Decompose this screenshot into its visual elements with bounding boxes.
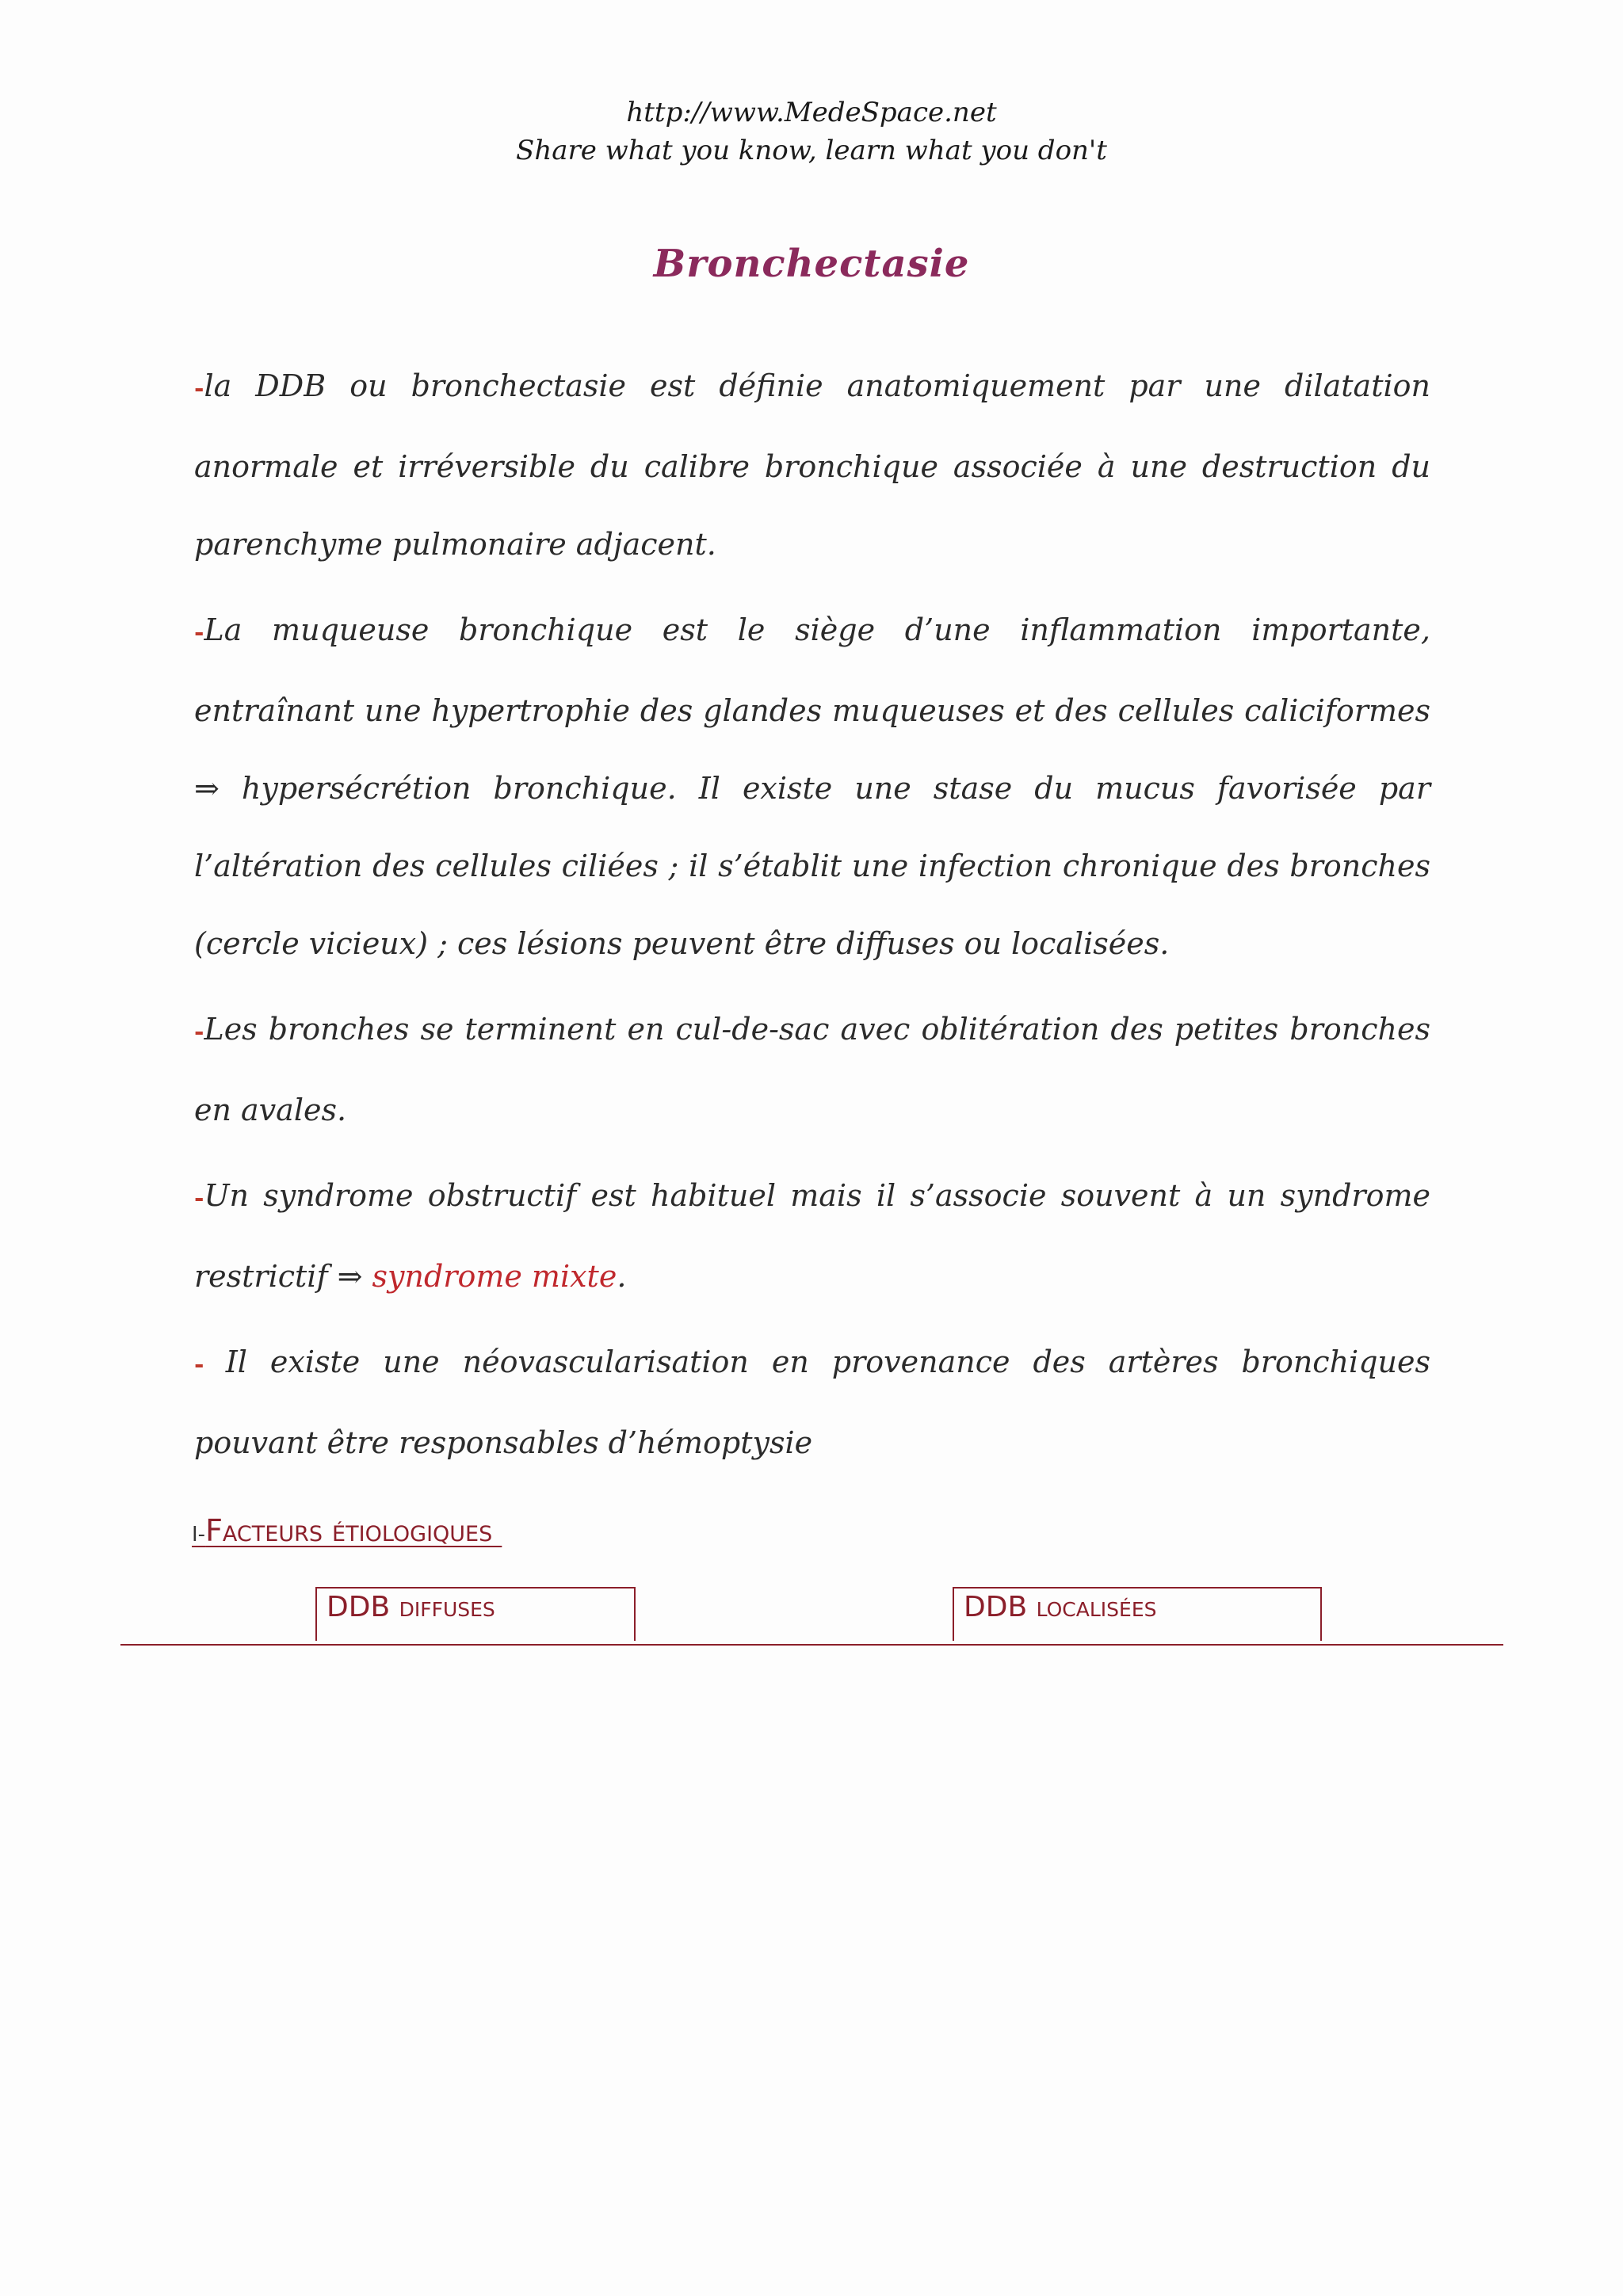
bullet-dash: - <box>194 1018 204 1046</box>
bullet-dash: - <box>194 1351 226 1379</box>
paragraph-text: La muqueuse bronchique est le siège d’une inflammation importante, entraînant une hypertrophie des glandes muqueuses et des cellules caliciformes ⇒ hypersécrétion bronchique. Il existe une stase du mucus favorisée par l’altération des cellules ciliées ; il s’établit une infection chronique des bronches (cercle vicieux) ; ces lésions peuvent être diffuses ou localisées. <box>194 612 1430 961</box>
highlight-syndrome-mixte: syndrome mixte <box>372 1259 617 1294</box>
document-title: Bronchectasie <box>653 242 970 286</box>
bullet-dash: - <box>194 619 204 646</box>
header-url[interactable]: http://www.MedeSpace.net <box>626 97 997 128</box>
section-title-text: Facteurs étiologiques <box>205 1513 502 1548</box>
document-body <box>194 347 1430 1489</box>
paragraph-text: Il existe une néovascularisation en provenance des artères bronchiques pouvant être responsables d’hémoptysie <box>194 1344 1430 1460</box>
header-tagline: Share what you know, learn what you don't <box>516 135 1107 166</box>
bullet-dash: - <box>194 1184 204 1212</box>
paragraph-mucosa <box>194 591 1430 982</box>
page-header <box>0 93 1623 170</box>
paragraph-cul-de-sac <box>194 990 1430 1149</box>
table-header-localisees: DDB localisées <box>953 1587 1322 1641</box>
etiology-table-header <box>120 1587 1503 1646</box>
paragraph-text: Un syndrome obstructif est habituel mais il s’associe souvent à un syndrome restrictif ⇒ <box>194 1178 1430 1294</box>
bullet-dash: - <box>194 375 204 402</box>
section-marker: I- <box>192 1523 206 1547</box>
paragraph-neovascularisation <box>194 1323 1430 1482</box>
paragraph-end: . <box>617 1259 627 1294</box>
table-header-diffuses: DDB diffuses <box>315 1587 636 1641</box>
section-heading <box>192 1513 502 1548</box>
paragraph-syndrome <box>194 1157 1430 1315</box>
paragraph-definition <box>194 347 1430 583</box>
paragraph-text: la DDB ou bronchectasie est définie anatomiquement par une dilatation anormale et irréversible du calibre bronchique associée à une destruction du parenchyme pulmonaire adjacent. <box>194 368 1430 562</box>
paragraph-text: Les bronches se terminent en cul-de-sac avec oblitération des petites bronches en avales. <box>194 1012 1430 1127</box>
